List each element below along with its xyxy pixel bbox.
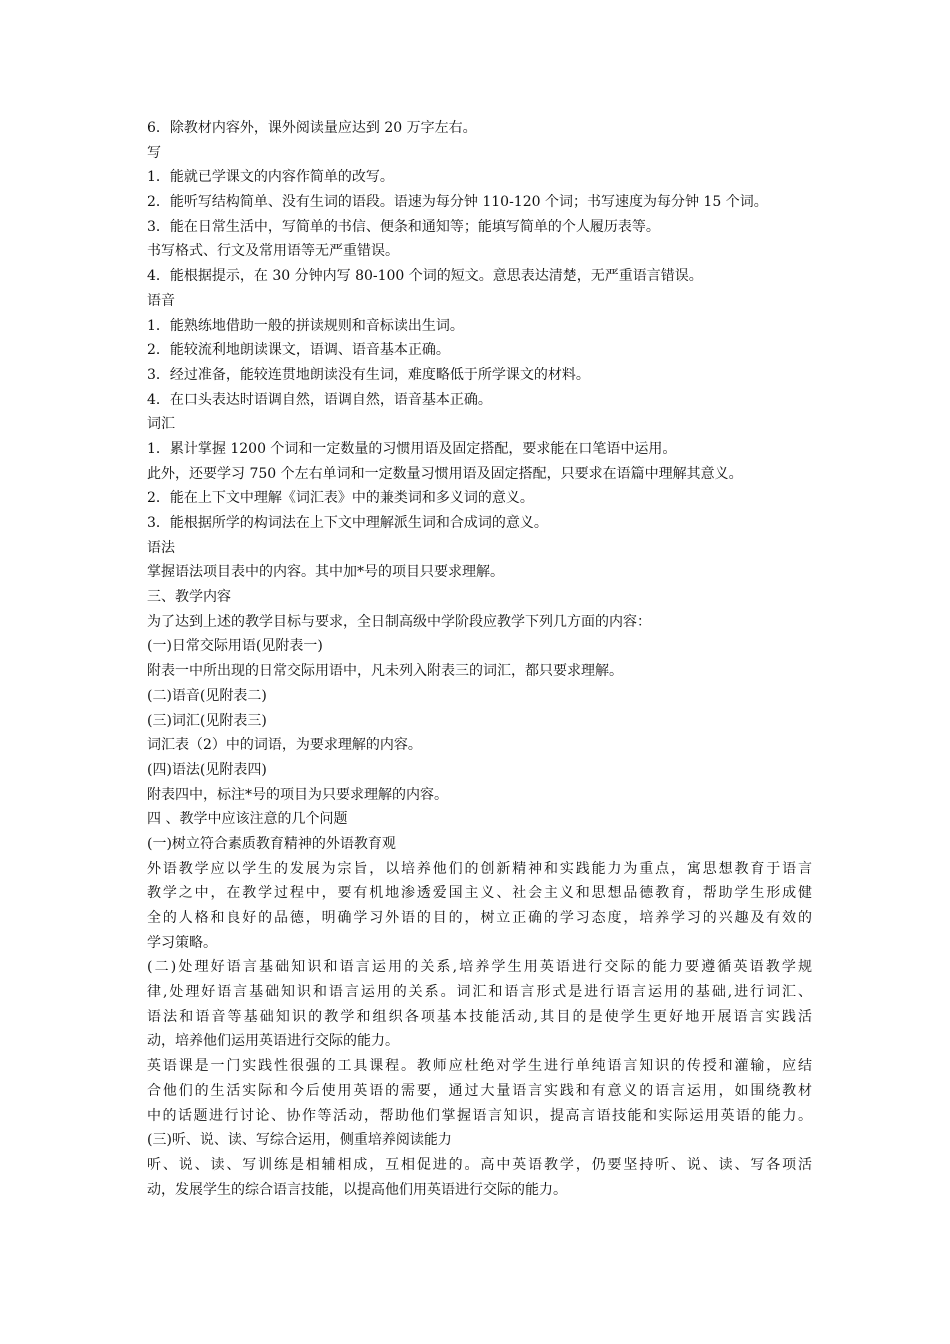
text-line: 词汇 bbox=[147, 416, 175, 433]
text-line: (一)日常交际用语(见附表一) bbox=[147, 638, 323, 655]
text-line: 附表四中，标注*号的项目为只要求理解的内容。 bbox=[147, 786, 448, 803]
text-line: 中的话题进行讨论、协作等活动，帮助他们掌握语言知识，提高言语技能和实际运用英语的能力。 bbox=[147, 1107, 812, 1124]
text-line: 听、说、读、写训练是相辅相成，互相促进的。高中英语教学，仍要坚持听、说、读、写各项活 bbox=[147, 1156, 812, 1173]
text-line: 为了达到上述的教学目标与要求，全日制高级中学阶段应教学下列几方面的内容： bbox=[147, 613, 651, 630]
text-line: 2．能较流利地朗读课文，语调、语音基本正确。 bbox=[147, 342, 450, 359]
text-line: 四 、教学中应该注意的几个问题 bbox=[147, 811, 348, 828]
text-line: 动，培养他们运用英语进行交际的能力。 bbox=[147, 1033, 399, 1050]
text-line: (四)语法(见附表四) bbox=[147, 761, 267, 778]
text-line: 1．能熟练地借助一般的拼读规则和音标读出生词。 bbox=[147, 317, 464, 334]
text-line: (一)树立符合素质教育精神的外语教育观 bbox=[147, 835, 396, 852]
text-line: 学习策略。 bbox=[147, 934, 217, 951]
text-line: 3．能根据所学的构词法在上下文中理解派生词和合成词的意义。 bbox=[147, 515, 548, 531]
text-line: 1．累计掌握 1200 个词和一定数量的习惯用语及固定搭配，要求能在口笔语中运用。 bbox=[147, 440, 677, 457]
text-line: 附表一中所出现的日常交际用语中，凡未列入附表三的词汇，都只要求理解。 bbox=[147, 663, 623, 680]
text-line: 词汇表（2）中的词语，为要求理解的内容。 bbox=[147, 737, 422, 754]
text-line: 1．能就已学课文的内容作简单的改写。 bbox=[147, 169, 394, 186]
text-line: 全的人格和良好的品德，明确学习外语的目的，树立正确的学习态度，培养学习的兴趣及有效的 bbox=[147, 910, 812, 926]
document-page bbox=[147, 116, 812, 1202]
text-line: 6．除教材内容外，课外阅读量应达到 20 万字左右。 bbox=[147, 120, 477, 136]
text-line: (二)语音(见附表二) bbox=[147, 687, 267, 704]
text-line: 4．在口头表达时语调自然，语调自然，语音基本正确。 bbox=[147, 391, 492, 408]
text-line: (三)听、说、读、写综合运用，侧重培养阅读能力 bbox=[147, 1132, 452, 1149]
text-line: 语法 bbox=[147, 539, 175, 556]
text-line: (三)词汇(见附表三) bbox=[147, 712, 267, 729]
text-line: 合他们的生活实际和今后使用英语的需要，通过大量语言实践和有意义的语言运用，如围绕教材 bbox=[147, 1082, 812, 1099]
text-line: 教学之中，在教学过程中，要有机地渗透爱国主义、社会主义和思想品德教育，帮助学生形成健 bbox=[147, 885, 812, 902]
text-line: 书写格式、行文及常用语等无严重错误。 bbox=[147, 243, 399, 260]
text-line: 三、教学内容 bbox=[147, 589, 231, 606]
text-line: 律,处理好语言基础知识和语言运用的关系。词汇和语言形式是进行语言运用的基础,进行词汇、 bbox=[147, 984, 812, 1001]
text-line: 掌握语法项目表中的内容。其中加*号的项目只要求理解。 bbox=[147, 564, 504, 581]
text-line: (二)处理好语言基础知识和语言运用的关系,培养学生用英语进行交际的能力要遵循英语教学规 bbox=[147, 959, 812, 976]
text-line: 语音 bbox=[147, 292, 175, 309]
text-line: 2．能在上下文中理解《词汇表》中的兼类词和多义词的意义。 bbox=[147, 490, 534, 507]
text-line: 3．经过准备，能较连贯地朗读没有生词，难度略低于所学课文的材料。 bbox=[147, 366, 590, 383]
text-line: 外语教学应以学生的发展为宗旨，以培养他们的创新精神和实践能力为重点，寓思想教育于语言 bbox=[147, 860, 812, 877]
text-line: 英语课是一门实践性很强的工具课程。教师应杜绝对学生进行单纯语言知识的传授和灌输，应结 bbox=[147, 1058, 812, 1075]
text-line: 此外，还要学习 750 个左右单词和一定数量习惯用语及固定搭配，只要求在语篇中理解其意义。 bbox=[147, 465, 743, 482]
text-line: 写 bbox=[147, 144, 161, 161]
text-line: 2．能听写结构简单、没有生词的语段。语速为每分钟 110-120 个词；书写速度为每分钟 15 个词。 bbox=[147, 194, 768, 211]
text-line: 4．能根据提示，在 30 分钟内写 80-100 个词的短文。意思表达清楚，无严重语言错误。 bbox=[147, 268, 703, 285]
text-line: 语法和语音等基础知识的教学和组织各项基本技能活动,其目的是使学生更好地开展语言实践活 bbox=[147, 1008, 812, 1025]
text-line: 3．能在日常生活中，写简单的书信、便条和通知等；能填写简单的个人履历表等。 bbox=[147, 218, 660, 235]
text-line: 动，发展学生的综合语言技能，以提高他们用英语进行交际的能力。 bbox=[147, 1181, 567, 1198]
